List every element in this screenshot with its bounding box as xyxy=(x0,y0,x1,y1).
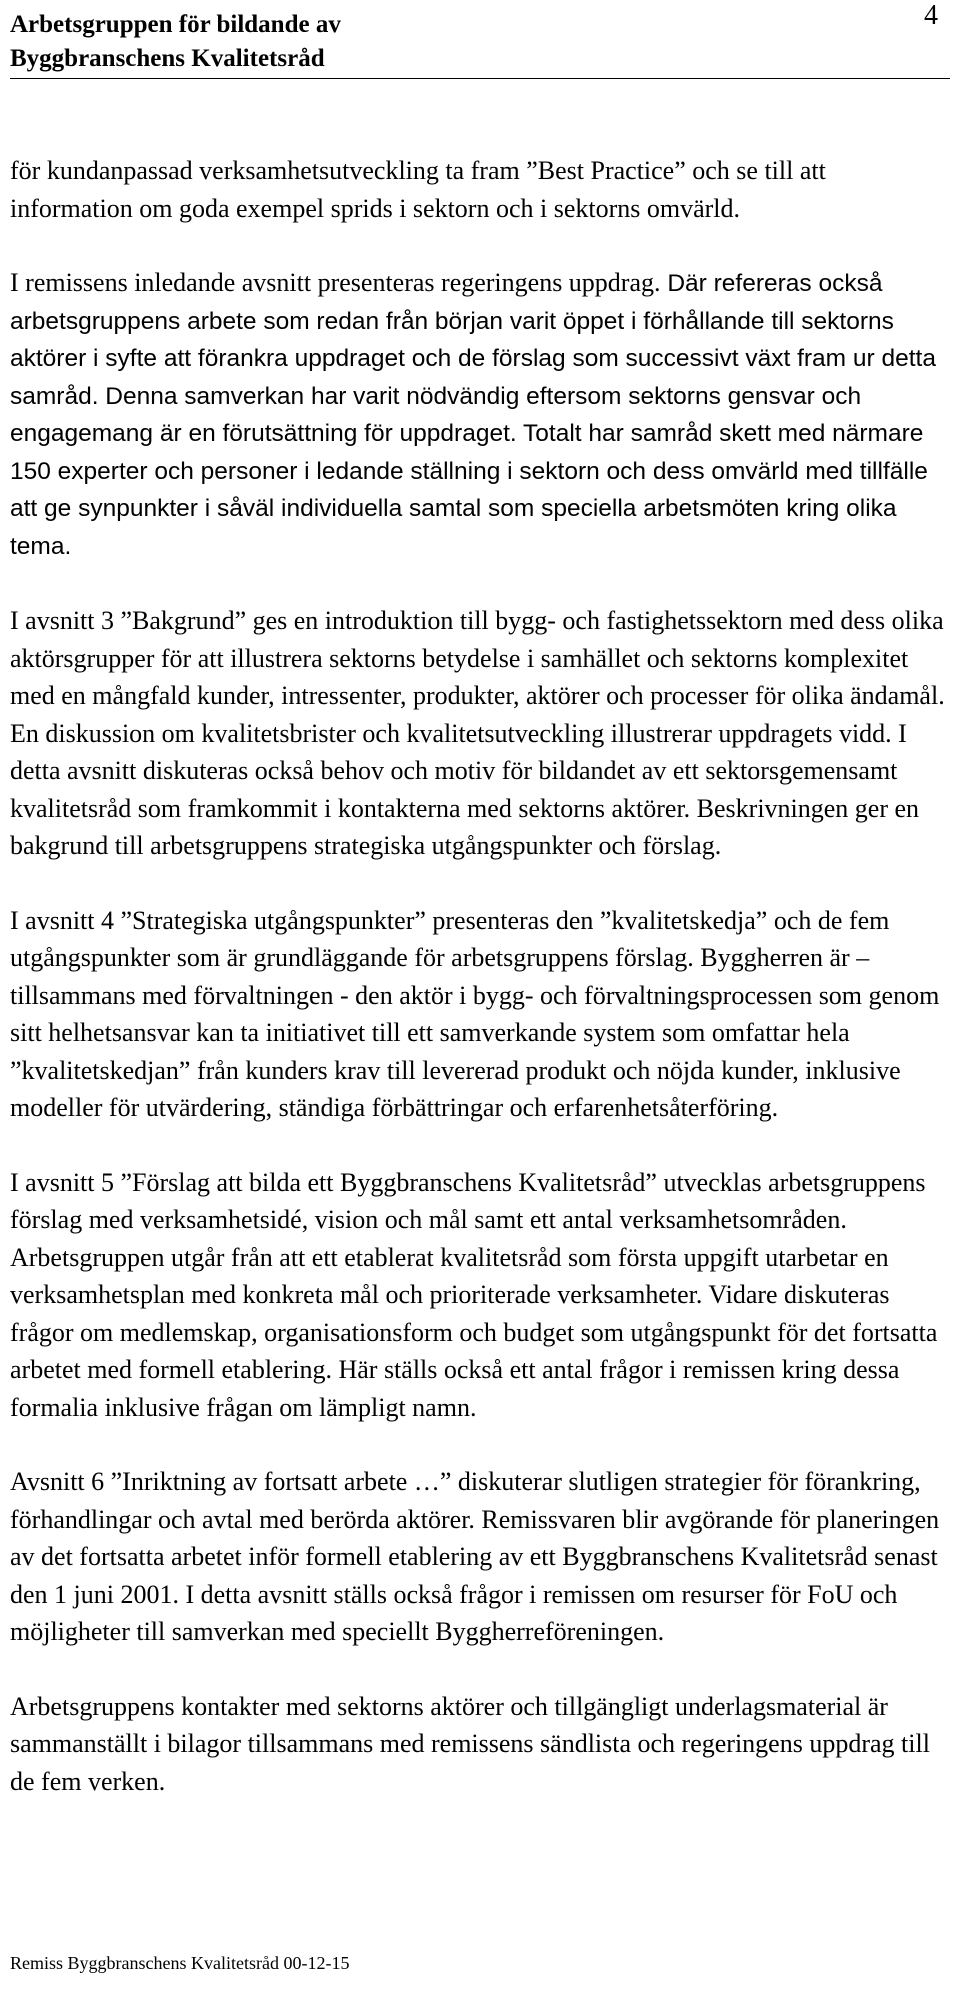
document-title-line1: Arbetsgruppen för bildande av xyxy=(10,11,341,38)
document-title xyxy=(10,8,341,76)
document-title-line2: Byggbranschens Kvalitetsråd xyxy=(10,45,325,72)
page-number: 4 xyxy=(924,0,938,31)
page-footer: Remiss Byggbranschens Kvalitetsråd 00-12-15 xyxy=(10,1953,350,1973)
paragraph-section-6: Avsnitt 6 ”Inriktning av fortsatt arbete …” diskuterar slutligen strategier för förankring, förhandlingar och avtal med berörda aktörer. Remissvaren blir avgörande för planeringen av det fortsatta arbetet inför formell etablering av ett Byggbranschens Kvalitetsråd senast den 1 juni 2001. I detta avsnitt ställs också frågor i remissen om resurser för FoU och möjligheter till samverkan med speciellt Byggherreföreningen. xyxy=(10,1467,940,1646)
header-divider xyxy=(10,78,950,79)
paragraph-remiss-intro-body: Där refereras också arbetsgruppens arbete som redan från början varit öppet i förhållande till sektorns aktörer i syfte att förankra uppdraget och de förslag som successivt växt fram ur detta samråd. Denna samverkan har varit nödvändig eftersom sektorns gensvar och engagemang är en förutsättning för uppdraget. Totalt har samråd skett med närmare 150 experter och personer i ledande ställning i sektorn och dess omvärld med tillfälle att ge synpunkter i såväl individuella samtal som speciella arbetsmöten kring olika tema. xyxy=(10,270,936,560)
paragraph-remiss-intro-lead: I remissens inledande avsnitt presenteras regeringens uppdrag. xyxy=(10,268,661,297)
paragraph-intro-continuation: för kundanpassad verksamhetsutveckling ta fram ”Best Practice” och se till att information om goda exempel sprids i sektorn och i sektorns omvärld. xyxy=(10,156,826,223)
paragraph-section-4: I avsnitt 4 ”Strategiska utgångspunkter” presenteras den ”kvalitetskedja” och de fem utgångspunkter som är grundläggande för arbetsgruppens förslag. Byggherren är – tillsammans med förvaltningen - den aktör i bygg- och förvaltningsprocessen som genom sitt helhetsansvar kan ta initiativet till ett samverkande system som omfattar hela ”kvalitetskedjan” från kunders krav till levererad produkt och nöjda kunder, inklusive modeller för utvärdering, ständiga förbättringar och erfarenhetsåterföring. xyxy=(10,905,940,1122)
paragraph-appendices: Arbetsgruppens kontakter med sektorns aktörer och tillgängligt underlagsmaterial är sammanställt i bilagor tillsammans med remissens sändlista och regeringens uppdrag till de fem verken. xyxy=(10,1691,930,1796)
paragraph-section-5: I avsnitt 5 ”Förslag att bilda ett Byggbranschens Kvalitetsråd” utvecklas arbetsgruppens förslag med verksamhetsidé, vision och mål samt ett antal verksamhetsområden. Arbetsgruppen utgår från att ett etablerat kvalitetsråd som första uppgift utarbetar en verksamhetsplan med konkreta mål och prioriterade verksamheter. Vidare diskuteras frågor om medlemskap, organisationsform och budget som utgångspunkt för det fortsatta arbetet med formell etablering. Här ställs också ett antal frågor i remissen kring dessa formalia inklusive frågan om lämpligt namn. xyxy=(10,1167,938,1422)
paragraph-remiss-intro xyxy=(10,264,952,565)
document-body xyxy=(10,152,952,1837)
paragraph-section-3: I avsnitt 3 ”Bakgrund” ges en introduktion till bygg- och fastighetssektorn med dess olika aktörsgrupper för att illustrera sektorns betydelse i samhället och sektorns komplexitet med en mångfald kunder, intressenter, produkter, aktörer och processer för olika ändamål. En diskussion om kvalitetsbrister och kvalitetsutveckling illustrerar uppdragets vidd. I detta avsnitt diskuteras också behov och motiv för bildandet av ett sektorsgemensamt kvalitetsråd som framkommit i kontakterna med sektorns aktörer. Beskrivningen ger en bakgrund till arbetsgruppens strategiska utgångspunkter och förslag. xyxy=(10,606,945,860)
